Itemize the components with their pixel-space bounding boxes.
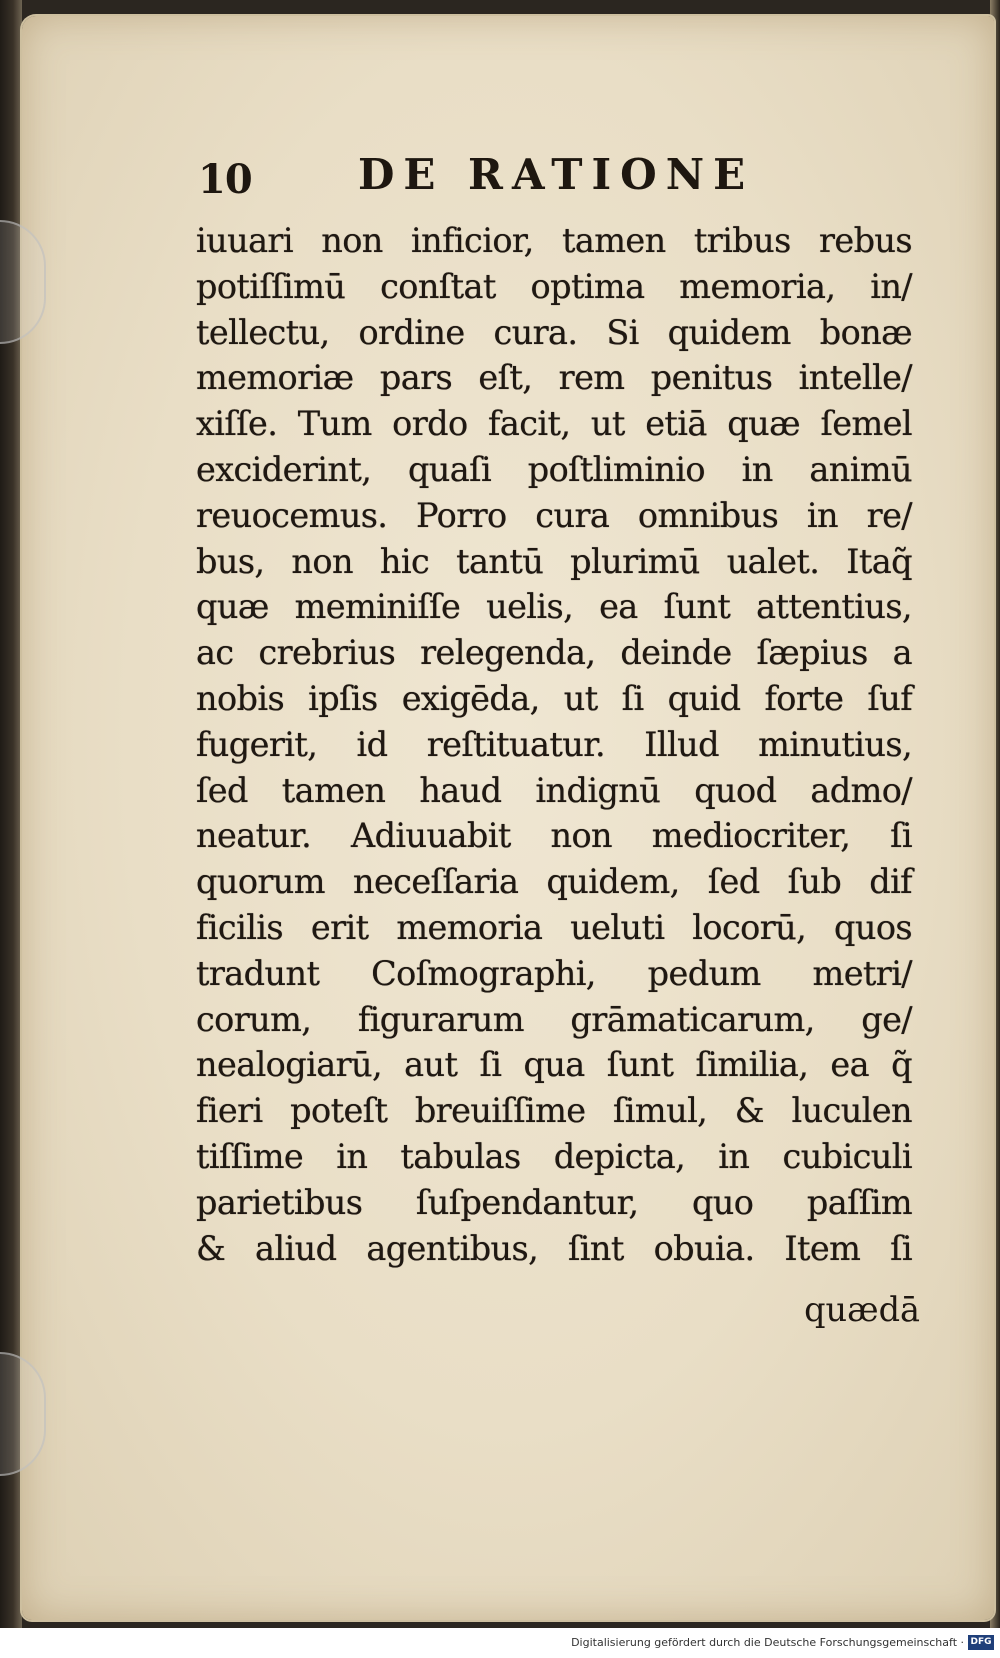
text-line: quorum neceſſaria quidem, ſed ſub dif [196,862,912,902]
text-line: ac crebrius relegenda, deinde ſæpius a [196,633,912,673]
text-line: tiſſime in tabulas depicta, in cubiculi [196,1136,912,1176]
footer-bar [0,1628,1000,1658]
text-line: fieri poteſt breuiſſime ſimul, & luculen [196,1091,912,1131]
text-line: parietibus ſuſpendantur, quo paſſim [196,1182,912,1222]
text-line: memoriæ pars eſt, rem penitus intelle/ [196,358,912,398]
text-line: iuuari non inficior, tamen tribus rebus [196,221,912,260]
funding-credit: Digitalisierung gefördert durch die Deutsche Forschungsgemeinschaft · [571,1636,964,1649]
text-line: tradunt Coſmographi, pedum metri/ [196,953,912,993]
text-line: & aliud agentibus, ſint obuia. Item ſi [196,1228,912,1268]
running-head [198,150,918,210]
text-line: potiſſimū conſtat optima memoria, in/ [196,266,912,306]
text-line: neatur. Adiuuabit non mediocriter, ſi [196,816,912,856]
text-line: nobis ipſis exigēda, ut ſi quid forte ſuf [196,678,912,718]
text-line: bus, non hic tantū plurimū ualet. Itaq̃ [196,541,912,581]
catchword: quædā [804,1290,920,1329]
body-text [196,218,912,1271]
text-line: fugerit, id reſtituatur. Illud minutius, [196,724,912,764]
text-line: ficilis erit memoria ueluti locorū, quos [196,907,912,947]
text-line: ſed tamen haud indignū quod admo/ [196,770,912,810]
text-line: reuocemus. Porro cura omnibus in re/ [196,495,912,535]
text-line: tellectu, ordine cura. Si quidem bonæ [196,312,912,352]
text-line: nealogiarū, aut ſi qua ſunt ſimilia, ea q̃ [196,1045,912,1085]
dfg-logo: DFG [968,1635,994,1650]
running-title: DE RATIONE [358,150,755,199]
page-number: 10 [198,156,252,203]
text-line: corum, figurarum grāmaticarum, ge/ [196,999,912,1039]
text-line: xiſſe. Tum ordo facit, ut etiā quæ ſemel [196,404,912,444]
text-line: exciderint, quaſi poſtliminio in animū [196,449,912,489]
text-line: quæ meminiſſe uelis, ea ſunt attentius, [196,587,912,627]
